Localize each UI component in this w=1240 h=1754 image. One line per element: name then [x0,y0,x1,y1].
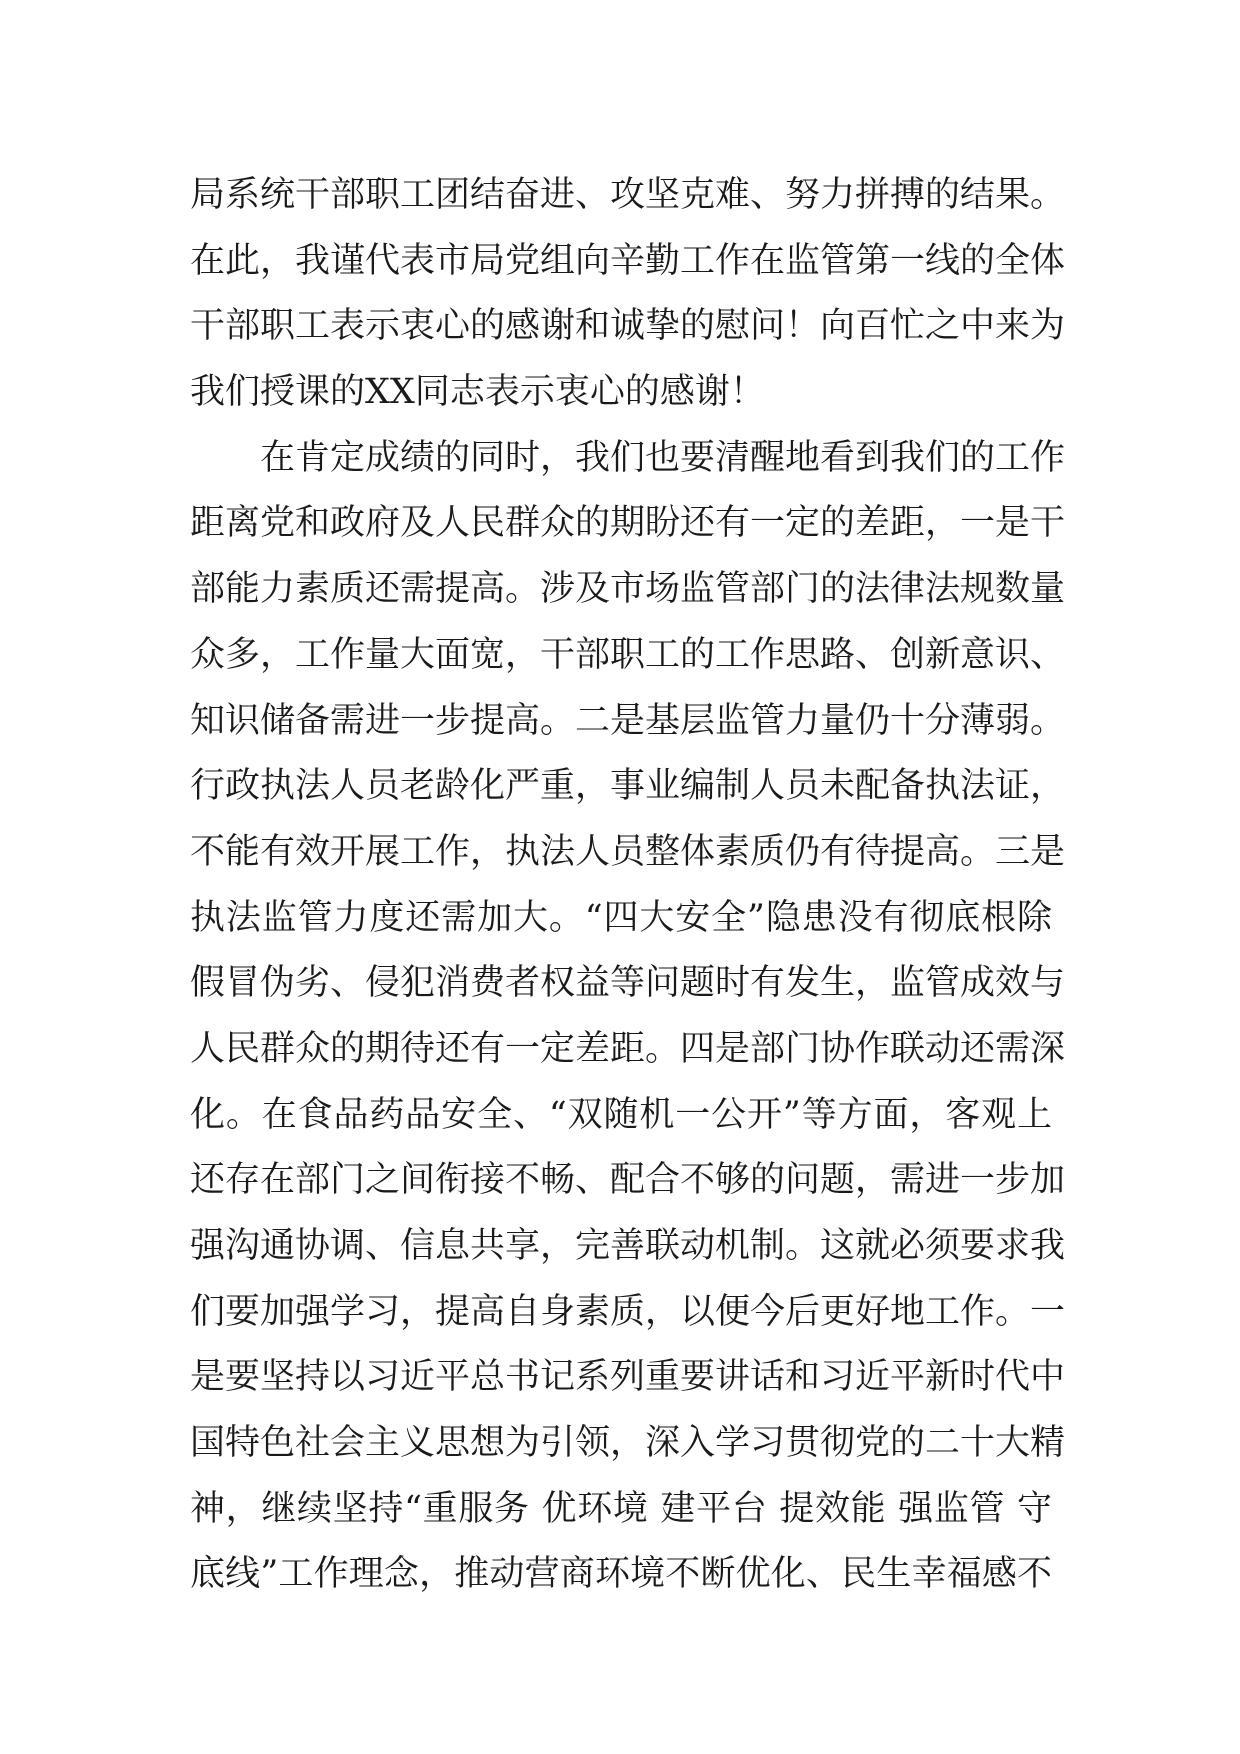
text-line: 部能力素质还需提高。涉及市场监管部门的法律法规数量 [190,569,1066,610]
text-line: 在肯定成绩的同时，我们也要清醒地看到我们的工作 [260,437,1066,478]
text-line: 神，继续坚持“重服务 优环境 建平台 提效能 强监管 守 [190,1488,1052,1529]
text-line: 化。在食品药品安全、“双随机一公开”等方面，客观上 [190,1094,1052,1135]
text-line: 强沟通协调、信息共享，完善联动机制。这就必须要求我 [190,1226,1066,1266]
text-line: 行政执法人员老龄化严重，事业编制人员未配备执法证， [190,766,1066,807]
text-line: 我们授课的XX同志表示衷心的感谢！ [190,372,765,413]
text-line: 知识储备需进一步提高。二是基层监管力量仍十分薄弱。 [190,700,1066,741]
text-line: 不能有效开展工作，执法人员整体素质仍有待提高。三是 [190,831,1066,872]
text-line: 干部职工表示衷心的感谢和诚挚的慰问！向百忙之中来为 [190,306,1066,347]
text-line: 还存在部门之间衔接不畅、配合不够的问题，需进一步加 [190,1160,1066,1201]
text-line: 假冒伪劣、侵犯消费者权益等问题时有发生，监管成效与 [190,963,1066,1004]
paragraph [190,426,1066,1608]
paragraph [190,163,1066,426]
text-line: 距离党和政府及人民群众的期盼还有一定的差距，一是干 [190,503,1066,544]
text-line: 人民群众的期待还有一定差距。四是部门协作联动还需深 [190,1028,1066,1069]
document-body [190,163,1066,1608]
text-line: 底线”工作理念，推动营商环境不断优化、民生幸福感不 [190,1554,1052,1595]
text-line: 们要加强学习，提高自身素质，以便今后更好地工作。一 [190,1291,1066,1332]
text-line: 众多，工作量大面宽，干部职工的工作思路、创新意识、 [190,634,1066,675]
text-line: 是要坚持以习近平总书记系列重要讲话和习近平新时代中 [190,1357,1066,1398]
text-line: 执法监管力度还需加大。“四大安全”隐患没有彻底根除 [190,897,1052,938]
text-line: 在此，我谨代表市局党组向辛勤工作在监管第一线的全体 [190,240,1066,281]
text-line: 国特色社会主义思想为引领，深入学习贯彻党的二十大精 [190,1423,1066,1464]
text-line: 局系统干部职工团结奋进、攻坚克难、努力拼搏的结果。 [190,175,1066,215]
